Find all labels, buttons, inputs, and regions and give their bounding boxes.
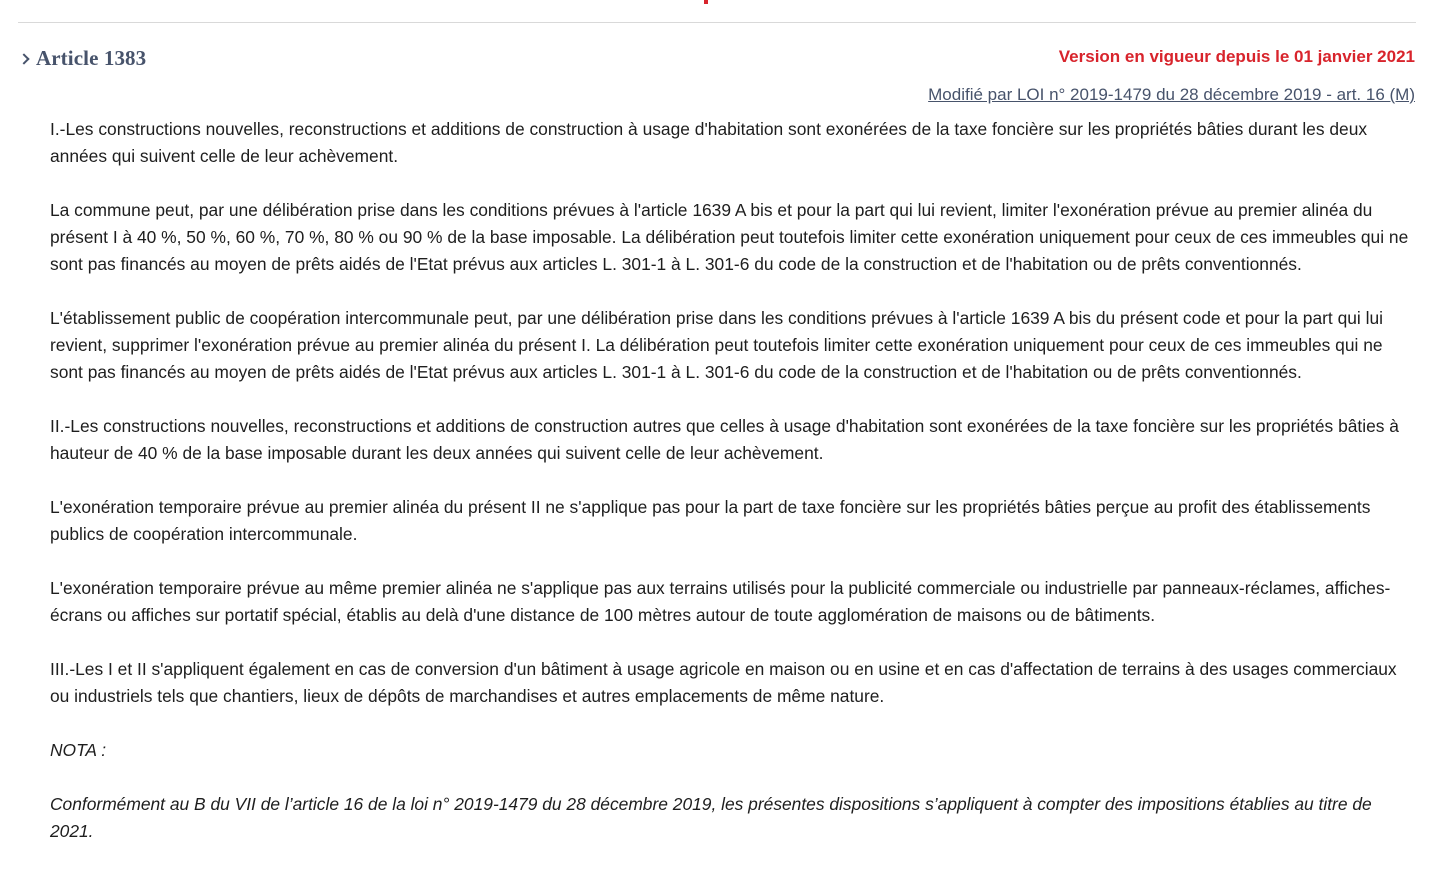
top-divider bbox=[18, 22, 1416, 23]
paragraph-6: L'exonération temporaire prévue au même premier alinéa ne s'applique pas aux terrains utilisés pour la publicité commerciale ou industrielle par panneaux-réclames, affiches-écrans ou affiches sur portatif spécial, établis au delà d'une distance de 100 mètres autour de toute agglomération de maisons ou de bâtiments. bbox=[50, 578, 1391, 625]
article-header[interactable] bbox=[20, 46, 146, 71]
nota-label: NOTA : bbox=[50, 740, 107, 760]
top-red-mark bbox=[704, 0, 708, 4]
nota-text: Conformément au B du VII de l’article 16 de la loi n° 2019-1479 du 28 décembre 2019, les présentes dispositions s’appliquent à compter des impositions établies au titre de 2021. bbox=[50, 794, 1372, 841]
paragraph-4: II.-Les constructions nouvelles, reconstructions et additions de construction autres que celles à usage d'habitation sont exonérées de la taxe foncière sur les propriétés bâties à hauteur de 40 % de la base imposable durant les deux années qui suivent celle de leur achèvement. bbox=[50, 416, 1399, 463]
paragraph-3: L'établissement public de coopération intercommunale peut, par une délibération prise dans les conditions prévues à l'article 1639 A bis du présent code et pour la part qui lui revient, supprimer l'exonération prévue au premier alinéa du présent I. La délibération peut toutefois limiter cette exonération uniquement pour ceux de ces immeubles qui ne sont pas financés au moyen de prêts aidés de l'Etat prévus aux articles L. 301-1 à L. 301-6 du code de la construction et de l'habitation ou de prêts conventionnés. bbox=[50, 308, 1384, 382]
paragraph-5: L'exonération temporaire prévue au premier alinéa du présent II ne s'applique pas pour la part de taxe foncière sur les propriétés bâties perçue au profit des établissements publics de coopération intercommunale. bbox=[50, 497, 1371, 544]
chevron-right-icon[interactable] bbox=[18, 53, 29, 64]
paragraph-2: La commune peut, par une délibération prise dans les conditions prévues à l'article 1639 A bis et pour la part qui lui revient, limiter l'exonération prévue au premier alinéa du présent I à 40 %, 50 %, 60 %, 70 %, 80 % ou 90 % de la base imposable. La délibération peut toutefois limiter cette exonération uniquement pour ceux de ces immeubles qui ne sont pas financés au moyen de prêts aidés de l'Etat prévus aux articles L. 301-1 à L. 301-6 du code de la construction et de l'habitation ou de prêts conventionnés. bbox=[50, 200, 1409, 274]
modified-by-link[interactable]: Modifié par LOI n° 2019-1479 du 28 décembre 2019 - art. 16 (M) bbox=[928, 85, 1415, 104]
paragraph-7: III.-Les I et II s'appliquent également en cas de conversion d'un bâtiment à usage agricole en maison ou en usine et en cas d'affectation de terrains à des usages commerciaux ou industriels tels que chantiers, lieux de dépôts de marchandises et autres emplacements de même nature. bbox=[50, 659, 1397, 706]
article-body bbox=[50, 116, 1418, 872]
version-status: Version en vigueur depuis le 01 janvier 2021 bbox=[1058, 47, 1415, 66]
article-title: Article 1383 bbox=[36, 46, 147, 70]
paragraph-1: I.-Les constructions nouvelles, reconstructions et additions de construction à usage d'habitation sont exonérées de la taxe foncière sur les propriétés bâties durant les deux années qui suivent celle de leur achèvement. bbox=[50, 119, 1368, 166]
